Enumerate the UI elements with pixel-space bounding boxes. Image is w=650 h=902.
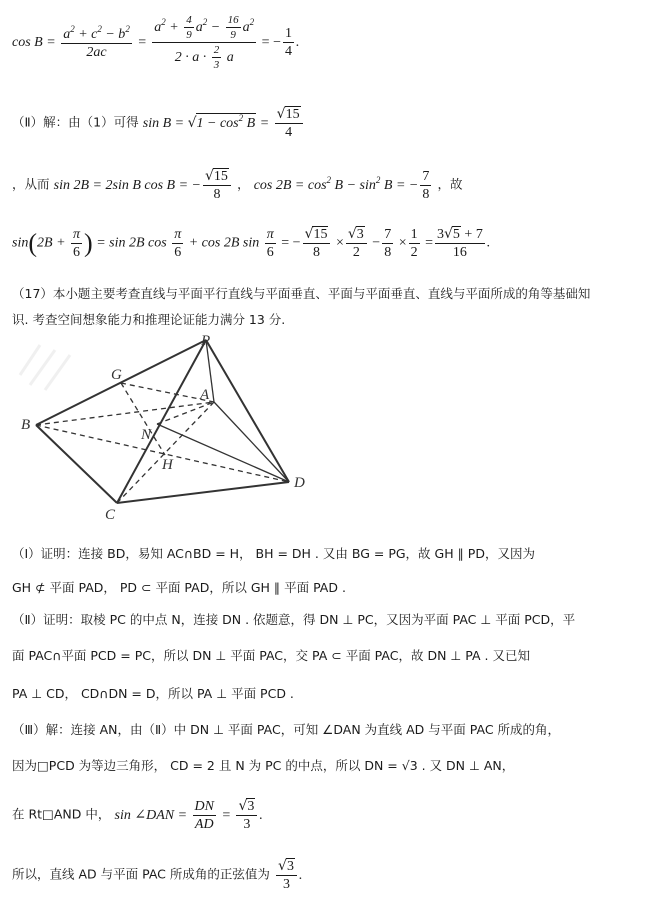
q17-line-1: （17）本小题主要考查直线与平面平行直线与平面垂直、平面与平面垂直、直线与平面所成的角等基础知 <box>12 286 591 301</box>
part2-label: （Ⅱ）解：由（1）可得 <box>12 114 139 130</box>
part3-line-2: 因为□PCD 为等边三角形， CD = 2 且 N 为 PC 的中点，所以 DN = √3 . 又 DN ⊥ AN， <box>12 758 515 773</box>
part3-line-3: 在 Rt□AND 中， sin ∠DAN = $\frac{DN}{AD}$ = $\frac{√3}{3}$ . <box>12 798 263 833</box>
part2-line-2: 面 PAC∩平面 PCD = PC，所以 DN ⊥ 平面 PAC，交 PA ⊂ 平面 PAC，故 DN ⊥ PA . 又已知 <box>12 648 530 663</box>
label-H: H <box>162 457 173 473</box>
label-B: B <box>21 417 31 433</box>
label-C: C <box>105 507 116 520</box>
part3-line-3-prefix: 在 Rt□AND 中， <box>12 806 111 822</box>
label-P: P <box>201 335 211 349</box>
part1-line-1: （Ⅰ）证明：连接 BD，易知 AC∩BD = H， BH = DH . 又由 BG = PG，故 GH ∥ PD，又因为 <box>12 546 535 561</box>
q17-line-2: 识. 考查空间想象能力和推理论证能力满分 13 分. <box>12 312 286 327</box>
watermark <box>20 345 70 390</box>
label-D: D <box>294 475 305 491</box>
label-G: G <box>111 367 122 383</box>
sin2B-line: ，从而 sin 2B = 2sin B cos B = − $\frac{√15}{8}$ ， $\cos 2B = \cos^2 B - \sin^2 B$ = − $\frac{7}{8}$ ，故 <box>12 168 463 203</box>
therefore-text: ，故 <box>437 176 463 192</box>
sin-sum-line: sin(2B + $\frac{\pi}{6}$ ) = sin 2B cos $\frac{\pi}{6}$ + cos 2B sin $\frac{\pi}{6}$ = − $\frac{√15}{8}$ × $\frac{√3}{2}$ − $\frac{7}{8}$ × $\frac{1}{2}$ = $\frac{3√5 + 7}{16}$ . <box>12 226 491 261</box>
part2-line-3: PA ⊥ CD， CD∩DN = D，所以 PA ⊥ 平面 PCD . <box>12 686 294 701</box>
final-line: 所以，直线 AD 与平面 PAC 所成角的正弦值为 $\frac{√3}{3}$ . <box>12 858 303 893</box>
part2-line-1: （Ⅱ）证明：取棱 PC 的中点 N，连接 DN . 依题意，得 DN ⊥ PC，又因为平面 PAC ⊥ 平面 PCD，平 <box>12 612 576 627</box>
cosB-formula: cos B = $\frac{a^2 + c^2 - b^2}{2ac}$ = $a^2$ + $\frac{4}{9}$ $a^2$ − $\frac{16}{9}$ $a^2$ 2 · a · $\frac{2}{3}$ a = − $\frac{1}{4}$ . <box>12 14 300 72</box>
label-A: A <box>200 387 210 403</box>
label-N: N <box>141 427 152 443</box>
final-prefix: 所以，直线 AD 与平面 PAC 所成角的正弦值为 <box>12 866 270 882</box>
sinB-line: （Ⅱ）解：由（1）可得 $\sin B = √1 - \cos^2 B$ = $\frac{√15}{4}$ <box>12 106 305 141</box>
pyramid-figure <box>15 335 335 520</box>
comma: ， <box>237 176 250 192</box>
part3-line-1: （Ⅲ）解：连接 AN，由（Ⅱ）中 DN ⊥ 平面 PAC，可知 ∠DAN 为直线 AD 与平面 PAC 所成的角， <box>12 722 561 737</box>
from-text: ，从而 <box>12 176 50 192</box>
part1-line-2: GH ⊄ 平面 PAD， PD ⊂ 平面 PAD，所以 GH ∥ 平面 PAD . <box>12 580 346 595</box>
